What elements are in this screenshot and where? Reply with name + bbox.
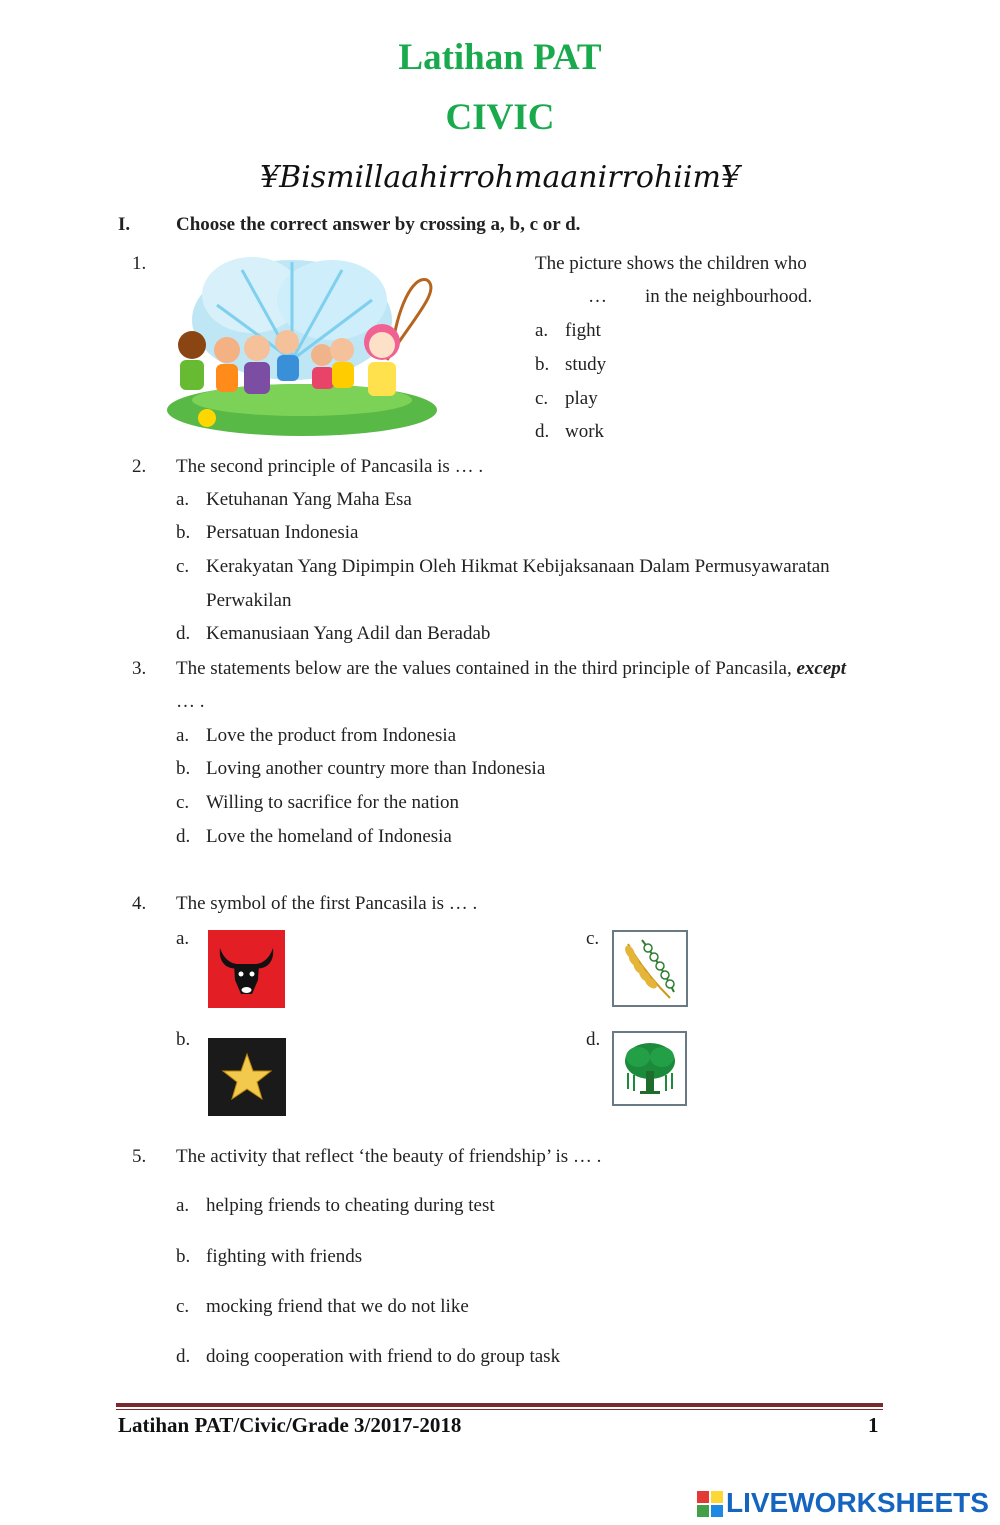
q4-option-a-letter[interactable]: a. [176,928,190,949]
q4-option-c-image[interactable] [612,930,688,1007]
question-3-text-main: The statements below are the values contained in the third principle of Pancasila, [176,658,792,679]
footer-rule-thin [116,1409,883,1410]
question-4-text: The symbol of the first Pancasila is … . [176,893,478,914]
q2-option-d-letter[interactable]: d. [176,623,191,644]
liveworksheets-logo-icon [697,1491,725,1519]
q5-option-d-letter[interactable]: d. [176,1346,191,1367]
q2-option-b-letter[interactable]: b. [176,522,191,543]
star-icon [208,1038,286,1116]
q1-option-c-letter[interactable]: c. [535,388,549,409]
q2-option-c-letter[interactable]: c. [176,556,190,577]
question-3-except: except [796,658,847,679]
q2-option-a-letter[interactable]: a. [176,489,190,510]
q2-option-b-text[interactable]: Persatuan Indonesia [206,522,359,543]
question-1-number: 1. [132,253,147,274]
q5-option-c-text[interactable]: mocking friend that we do not like [206,1296,469,1317]
question-5-text: The activity that reflect ‘the beauty of friendship’ is … . [176,1146,602,1167]
footer-text: Latihan PAT/Civic/Grade 3/2017-2018 [118,1413,462,1437]
q4-option-c-letter[interactable]: c. [586,928,600,949]
page-number: 1 [868,1413,879,1437]
footer-rule [116,1403,883,1407]
question-3-text [176,658,846,680]
q4-option-d-letter[interactable]: d. [586,1029,601,1050]
rice-cotton-icon [614,932,686,1005]
q1-option-d-text[interactable]: work [565,421,605,442]
q5-option-b-letter[interactable]: b. [176,1246,191,1267]
question-1-text: The picture shows the children who [535,253,807,274]
q5-option-a-letter[interactable]: a. [176,1195,190,1216]
liveworksheets-watermark: LIVEWORKSHEETS [726,1487,989,1518]
section-instruction: Choose the correct answer by crossing a, b, c or d. [176,214,581,235]
question-5-number: 5. [132,1146,147,1167]
banyan-tree-icon [614,1033,685,1104]
q1-option-a-text[interactable]: fight [565,320,601,341]
children-playing-icon [162,250,442,436]
q2-option-d-text[interactable]: Kemanusiaan Yang Adil dan Beradab [206,623,491,644]
q3-option-d-text[interactable]: Love the homeland of Indonesia [206,826,452,847]
q4-option-d-image[interactable] [612,1031,687,1106]
q5-option-d-text[interactable]: doing cooperation with friend to do group task [206,1346,561,1367]
question-1-text-cont: in the neighbourhood. [645,286,813,307]
q4-option-b-letter[interactable]: b. [176,1029,191,1050]
q1-option-d-letter[interactable]: d. [535,421,550,442]
q3-option-b-letter[interactable]: b. [176,758,191,779]
q5-option-b-text[interactable]: fighting with friends [206,1246,363,1267]
q1-option-b-text[interactable]: study [565,354,607,375]
q3-option-c-letter[interactable]: c. [176,792,190,813]
children-playing-illustration [162,250,442,436]
q3-option-a-letter[interactable]: a. [176,725,190,746]
q4-option-a-image[interactable] [208,930,285,1008]
bismillah-heading: ¥Bismillaahirrohmaanirrohiim¥ [259,160,741,195]
q2-option-c-text-cont[interactable]: Perwakilan [206,590,292,611]
question-3-text-cont: … . [176,691,205,712]
q3-option-c-text[interactable]: Willing to sacrifice for the nation [206,792,460,813]
section-number: I. [118,214,131,235]
q1-option-c-text[interactable]: play [565,388,598,409]
q2-option-a-text[interactable]: Ketuhanan Yang Maha Esa [206,489,412,510]
q3-option-b-text[interactable]: Loving another country more than Indonesia [206,758,546,779]
q5-option-c-letter[interactable]: c. [176,1296,190,1317]
bull-head-icon [208,930,285,1008]
question-3-number: 3. [132,658,147,679]
subject-title: CIVIC [445,97,555,138]
q5-option-a-text[interactable]: helping friends to cheating during test [206,1195,495,1216]
question-2-text: The second principle of Pancasila is … . [176,456,484,477]
q3-option-a-text[interactable]: Love the product from Indonesia [206,725,457,746]
q1-option-b-letter[interactable]: b. [535,354,550,375]
q4-option-b-image[interactable] [208,1038,286,1116]
question-4-number: 4. [132,893,147,914]
question-2-number: 2. [132,456,147,477]
q3-option-d-letter[interactable]: d. [176,826,191,847]
q2-option-c-text[interactable]: Kerakyatan Yang Dipimpin Oleh Hikmat Kebijaksanaan Dalam Permusyawaratan [206,556,830,577]
q1-option-a-letter[interactable]: a. [535,320,549,341]
page-title: Latihan PAT [398,37,602,78]
question-1-blank: … [588,286,607,307]
